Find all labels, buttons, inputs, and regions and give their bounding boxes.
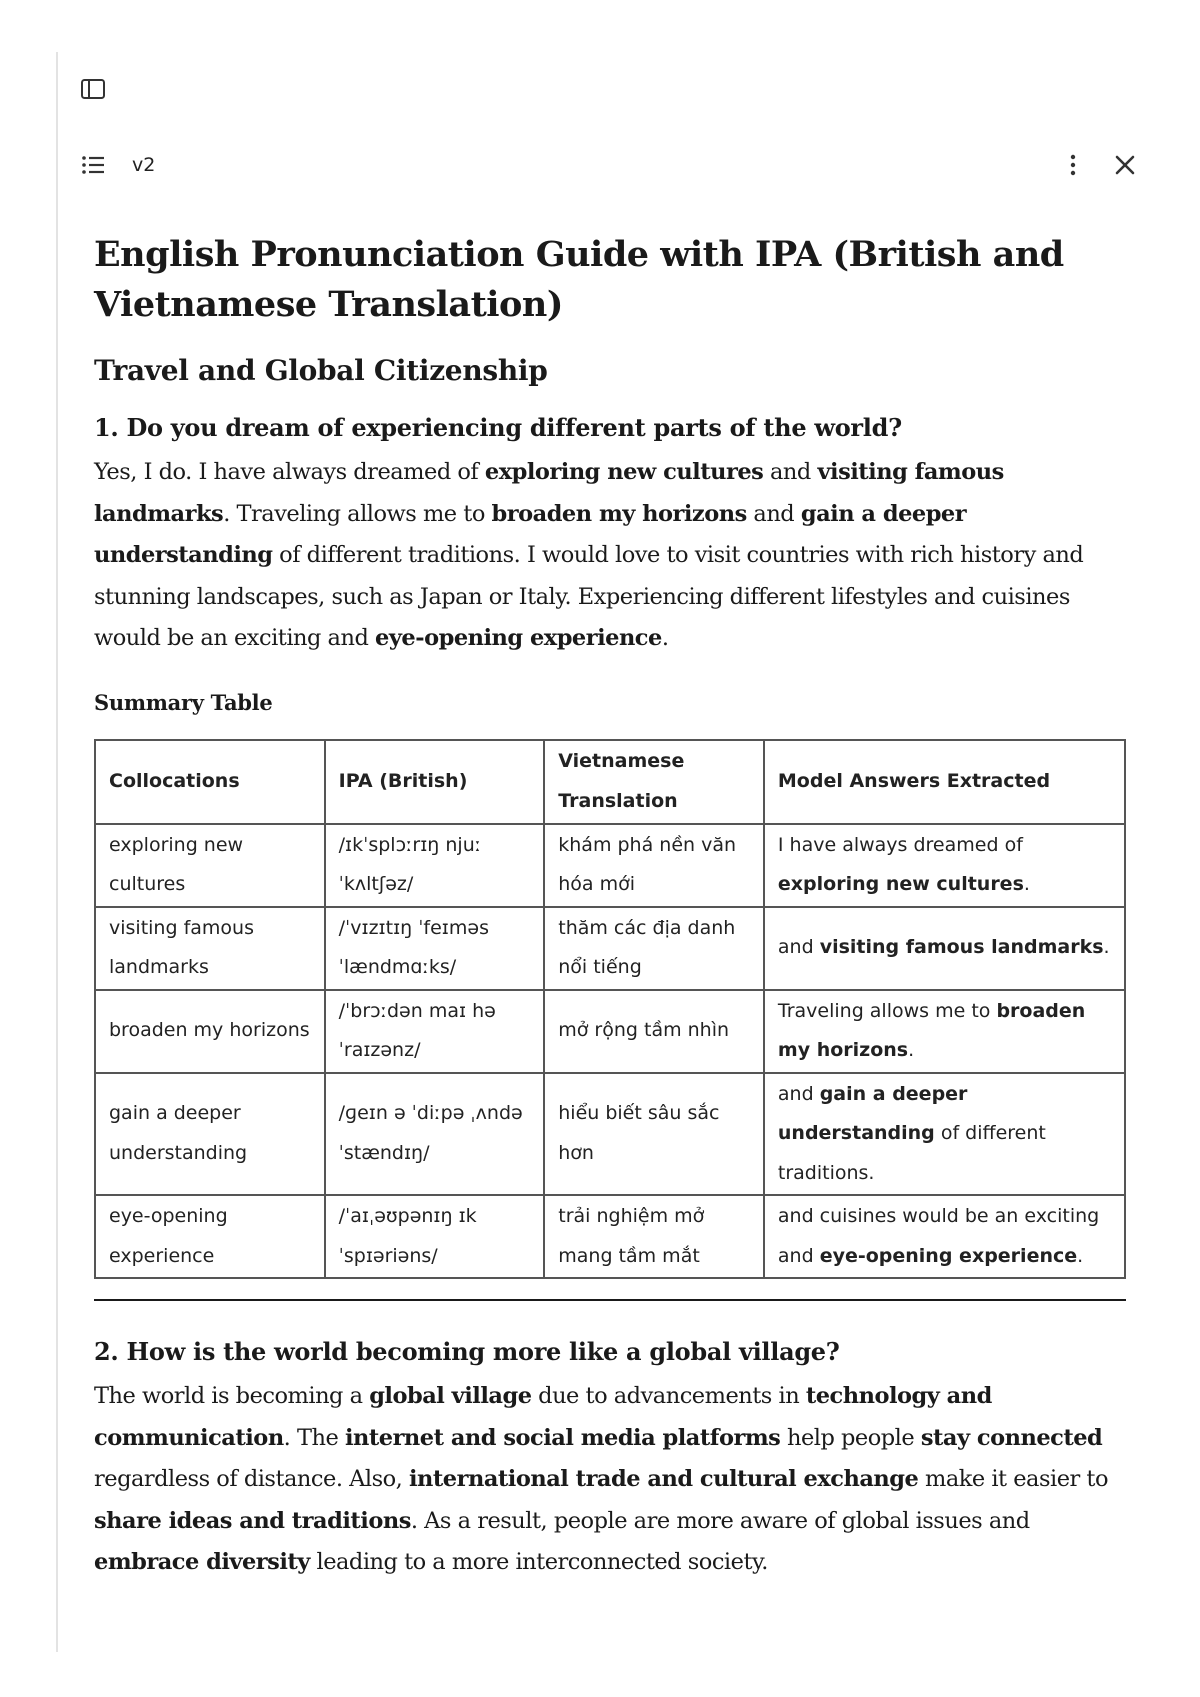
cell-collocation: eye-opening experience — [95, 1195, 325, 1278]
sidebar-toggle-icon — [79, 75, 107, 103]
question-1-heading: 1. Do you dream of experiencing different parts of the world? — [94, 413, 902, 442]
table-header-row — [95, 740, 1125, 824]
table-body — [95, 824, 1125, 1279]
cell-collocation: broaden my horizons — [95, 990, 325, 1073]
cell-ipa: /ˈbrɔːdən maɪ həˈraɪzənz/ — [325, 990, 545, 1073]
more-options-button[interactable] — [1058, 150, 1088, 180]
cell-model-answer: I have always dreamed of exploring new cultures. — [764, 824, 1125, 907]
table-header-vietnamese: Vietnamese Translation — [544, 740, 764, 824]
cell-vietnamese: thăm các địa danh nổi tiếng — [544, 907, 764, 990]
close-icon — [1111, 151, 1139, 179]
question-2-heading: 2. How is the world becoming more like a global village? — [94, 1337, 840, 1366]
document-title: English Pronunciation Guide with IPA (British and Vietnamese Translation) — [94, 234, 1064, 325]
cell-model-answer: and gain a deeper understanding of different traditions. — [764, 1073, 1125, 1196]
cell-ipa: /ɡeɪn ə ˈdiːpə ˌʌndəˈstændɪŋ/ — [325, 1073, 545, 1196]
question-2-answer: The world is becoming a global village due to advancements in technology and communication. The internet and social media platforms help people stay connected regardless of distance. Also, international trade and cultural exchange make it easier to share ideas and traditions. As a result, people are more aware of global issues and embrace diversity leading to a more interconnected society. — [94, 1383, 1109, 1575]
table-row — [95, 990, 1125, 1073]
cell-ipa: /ˈvɪzɪtɪŋ ˈfeɪməs ˈlændmɑːks/ — [325, 907, 545, 990]
cell-collocation: gain a deeper understanding — [95, 1073, 325, 1196]
table-of-contents-icon — [79, 151, 107, 179]
summary-table — [94, 739, 1126, 1280]
cell-collocation: exploring new cultures — [95, 824, 325, 907]
table-header-model-answers: Model Answers Extracted — [764, 740, 1125, 824]
table-row — [95, 1195, 1125, 1278]
table-header-collocations: Collocations — [95, 740, 325, 824]
section-title: Travel and Global Citizenship — [94, 354, 548, 387]
summary-table-title: Summary Table — [94, 689, 273, 715]
cell-model-answer: Traveling allows me to broaden my horizons. — [764, 990, 1125, 1073]
cell-vietnamese: mở rộng tầm nhìn — [544, 990, 764, 1073]
section-divider — [94, 1299, 1126, 1301]
table-row — [95, 1073, 1125, 1196]
cell-ipa: /ɪkˈsplɔːrɪŋ njuː ˈkʌltʃəz/ — [325, 824, 545, 907]
more-vertical-icon — [1059, 151, 1087, 179]
document-panel — [58, 0, 1200, 1697]
table-row — [95, 824, 1125, 907]
cell-ipa: /ˈaɪˌəʊpənɪŋ ɪkˈspɪəriəns/ — [325, 1195, 545, 1278]
cell-vietnamese: trải nghiệm mở mang tầm mắt — [544, 1195, 764, 1278]
document-content — [94, 230, 1124, 1614]
table-of-contents-button[interactable] — [78, 150, 108, 180]
version-label[interactable]: v2 — [132, 154, 156, 176]
question-1-answer: Yes, I do. I have always dreamed of exploring new cultures and visiting famous landmarks. Traveling allows me to broaden my horizons and gain a deeper understanding of different traditions. I would love to visit countries with rich history and stunning landscapes, such as Japan or Italy. Experiencing different lifestyles and cuisines would be an exciting and eye-opening experience. — [94, 459, 1084, 651]
cell-vietnamese: khám phá nền văn hóa mới — [544, 824, 764, 907]
cell-model-answer: and visiting famous landmarks. — [764, 907, 1125, 990]
cell-collocation: visiting famous landmarks — [95, 907, 325, 990]
sidebar-toggle-button[interactable] — [78, 74, 108, 104]
cell-vietnamese: hiểu biết sâu sắc hơn — [544, 1073, 764, 1196]
cell-model-answer: and cuisines would be an exciting and eye-opening experience. — [764, 1195, 1125, 1278]
table-row — [95, 907, 1125, 990]
close-button[interactable] — [1110, 150, 1140, 180]
table-header-ipa: IPA (British) — [325, 740, 545, 824]
